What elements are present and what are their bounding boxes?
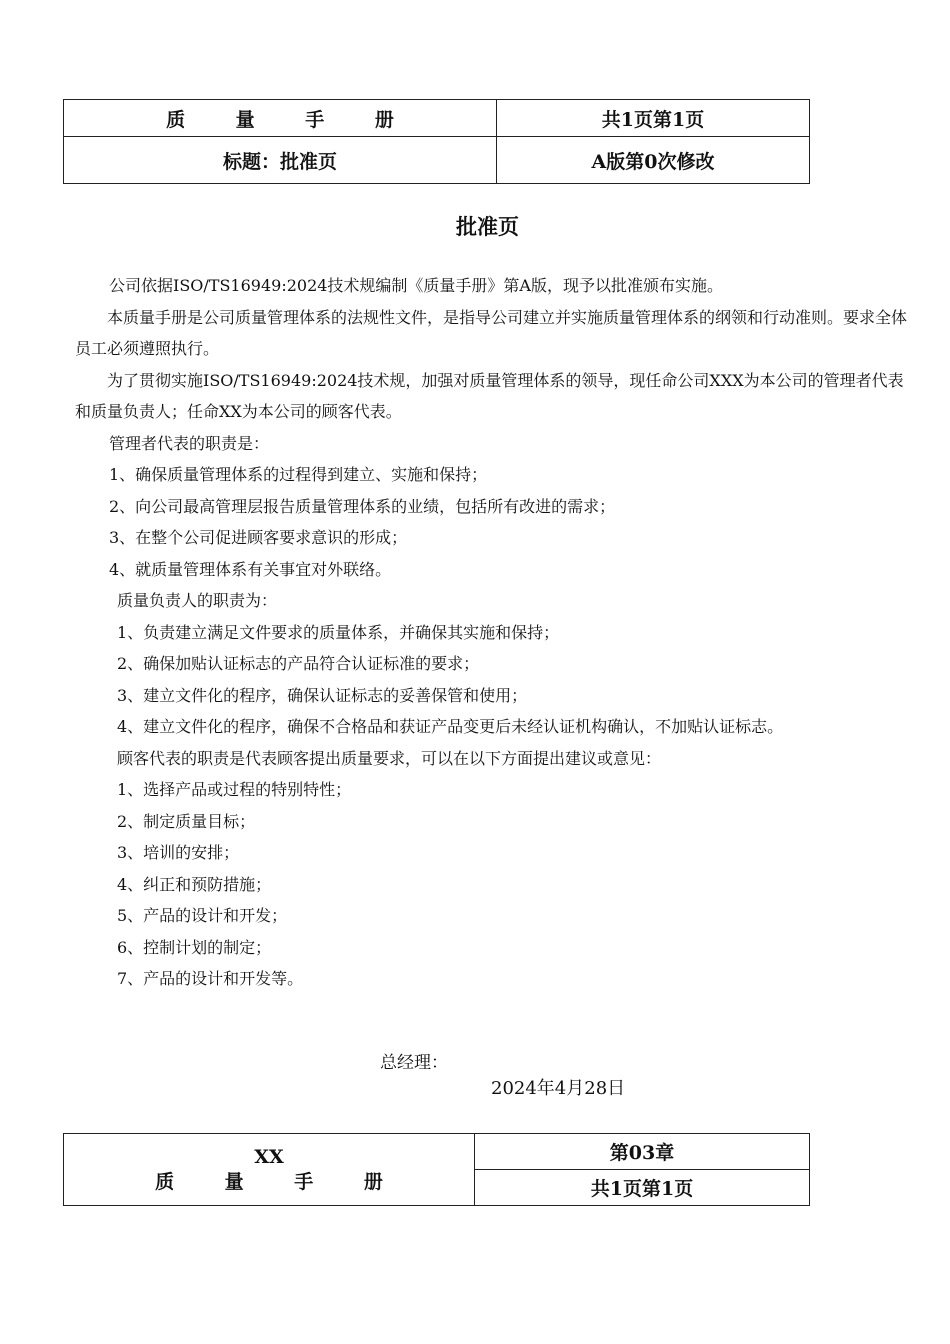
revision-info: A版第0次修改 (497, 137, 810, 184)
list-item: 3、建立文件化的程序，确保认证标志的妥善保管和使用； (117, 685, 528, 705)
list-item: 2、制定质量目标； (117, 811, 256, 831)
list-item: 4、纠正和预防措施； (117, 874, 272, 894)
list-item: 1、负责建立满足文件要求的质量体系，并确保其实施和保持； (117, 622, 560, 642)
list-item: 4、建立文件化的程序，确保不合格品和获证产品变更后未经认证机构确认，不加贴认证标志。 (117, 717, 784, 736)
footer-table (63, 1133, 810, 1206)
list-item: 6、控制计划的制定； (117, 937, 272, 957)
list-item: 1、确保质量管理体系的过程得到建立、实施和保持； (109, 465, 488, 484)
list-item: 1、选择产品或过程的特别特性； (117, 780, 352, 799)
document-body (75, 270, 910, 995)
customer-rep-heading: 顾客代表的职责是代表顾客提出质量要求，可以在以下方面提出建议或意见： (117, 748, 662, 768)
signature-date: 2024年4月28日 (491, 1078, 626, 1099)
list-item: 5、产品的设计和开发； (117, 906, 288, 925)
mgmt-rep-heading: 管理者代表的职责是： (109, 433, 270, 453)
paragraph: 为了贯彻实施ISO/TS16949:2024技术规，加强对质量管理体系的领导，现任命公司XXX为本公司的管理者代表和质量负责人；任命XX为本公司的顾客代表。 (75, 370, 904, 421)
list-item: 2、确保加贴认证标志的产品符合认证标准的要求； (117, 654, 480, 673)
footer-title-cell (64, 1134, 475, 1206)
footer-manual-title: 质 量 手 册 (155, 1170, 405, 1193)
subject-title: 标题：批准页 (64, 137, 497, 184)
manual-title: 质 量 手 册 (64, 100, 497, 137)
quality-lead-heading: 质量负责人的职责为： (117, 591, 278, 610)
footer-company: XX (254, 1145, 284, 1168)
list-item: 3、培训的安排； (117, 843, 240, 862)
header-table (63, 99, 810, 184)
general-manager-label: 总经理： (380, 1053, 448, 1073)
page-title: 批准页 (456, 214, 519, 239)
list-item: 2、向公司最高管理层报告质量管理体系的业绩，包括所有改进的需求； (109, 496, 616, 516)
footer-chapter: 第03章 (475, 1134, 810, 1170)
paragraph: 本质量手册是公司质量管理体系的法规性文件，是指导公司建立并实施质量管理体系的纲领和行动准则。要求全体员工必须遵照执行。 (75, 307, 908, 358)
paragraph: 公司依据ISO/TS16949:2024技术规编制《质量手册》第A版，现予以批准颁布实施。 (109, 276, 723, 295)
footer-page-info: 共1页第1页 (475, 1170, 810, 1206)
page-info: 共1页第1页 (497, 100, 810, 137)
list-item: 7、产品的设计和开发等。 (117, 969, 304, 988)
list-item: 3、在整个公司促进顾客要求意识的形成； (109, 528, 408, 547)
list-item: 4、就质量管理体系有关事宜对外联络。 (109, 559, 392, 579)
